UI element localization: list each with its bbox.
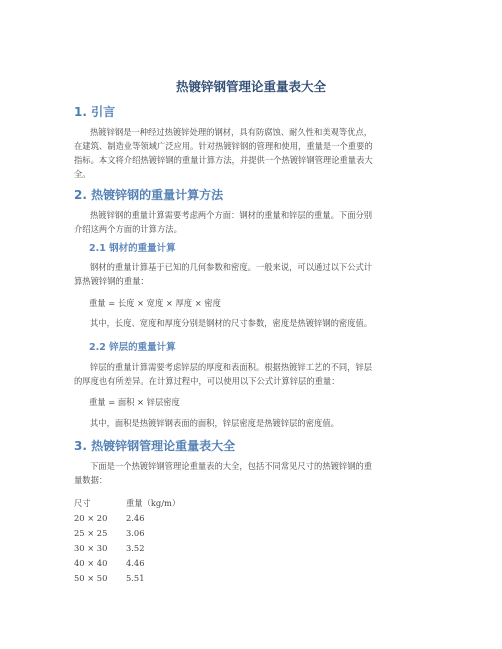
table-row: [74, 511, 180, 526]
steel-weight-formula: 重量 = 长度 × 宽度 × 厚度 × 密度: [89, 298, 221, 308]
subsection-2-2-heading: 2.2 锌层的重量计算: [89, 342, 176, 353]
paragraph-line: 全。: [74, 169, 91, 179]
paragraph-line: 钢材的重量计算基于已知的几何参数和密度。一般来说，可以通过以下公式计: [90, 262, 373, 272]
cell-size: 50 × 50: [74, 573, 108, 583]
table-row: [74, 556, 180, 571]
weight-table: [74, 496, 180, 586]
paragraph-line: 算热镀锌钢的重量：: [74, 276, 149, 286]
section-1-paragraph: [74, 125, 432, 181]
cell-size: 20 × 20: [74, 513, 108, 523]
zinc-weight-formula: 重量 = 面积 × 锌层密度: [89, 397, 180, 407]
paragraph-line: 其中，长度、宽度和厚度分别是钢材的尺寸参数，密度是热镀锌钢的密度值。: [90, 318, 373, 328]
paragraph-line: 热镀锌钢是一种经过热镀锌处理的钢材，具有防腐蚀、耐久性和美观等优点，: [90, 127, 373, 137]
subsection-2-1-paragraph: [74, 260, 432, 288]
section-2-paragraph: [74, 208, 432, 236]
subsection-2-2-paragraph: [74, 360, 432, 388]
cell-weight: 5.51: [126, 573, 145, 583]
header-size: 尺寸: [74, 498, 91, 508]
table-row: [74, 571, 180, 586]
paragraph-line: 介绍这两个方面的计算方法。: [74, 224, 182, 234]
paragraph-line: 其中，面积是热镀锌钢表面的面积，锌层密度是热镀锌层的密度值。: [90, 418, 339, 428]
table-header-row: [74, 496, 180, 511]
subsection-2-1-note: [74, 316, 432, 330]
cell-size: 30 × 30: [74, 543, 108, 553]
paragraph-line: 量数据：: [74, 475, 108, 485]
cell-size: 40 × 40: [74, 558, 108, 568]
table-row: [74, 541, 180, 556]
cell-size: 25 × 25: [74, 528, 108, 538]
subsection-2-1-heading: 2.1 钢材的重量计算: [89, 243, 176, 254]
section-3-paragraph: [74, 459, 432, 487]
paragraph-line: 下面是一个热镀锌钢管理论重量表的大全，包括不同常见尺寸的热镀锌钢的重: [90, 461, 373, 471]
document-title: 热镀锌钢管理论重量表大全: [175, 79, 326, 94]
section-2-heading: 2. 热镀锌钢的重量计算方法: [74, 188, 224, 202]
subsection-2-2-note: [74, 416, 432, 430]
paragraph-line: 锌层的重量计算需要考虑锌层的厚度和表面积。根据热镀锌工艺的不同，锌层: [90, 362, 373, 372]
table-row: [74, 526, 180, 541]
header-weight: 重量（kg/m）: [126, 498, 181, 508]
section-1-heading: 1. 引言: [74, 105, 116, 119]
section-3-heading: 3. 热镀锌钢管理论重量表大全: [74, 439, 236, 453]
paragraph-line: 的厚度也有所差异。在计算过程中，可以使用以下公式计算锌层的重量：: [74, 376, 340, 386]
paragraph-line: 指标。本文将介绍热镀锌钢的重量计算方法，并提供一个热镀锌钢管理论重量表大: [74, 155, 373, 165]
cell-weight: 4.46: [126, 558, 145, 568]
cell-weight: 2.46: [126, 513, 145, 523]
cell-weight: 3.06: [126, 528, 145, 538]
paragraph-line: 热镀锌钢的重量计算需要考虑两个方面：钢材的重量和锌层的重量。下面分别: [90, 210, 373, 220]
cell-weight: 3.52: [126, 543, 145, 553]
paragraph-line: 在建筑、制造业等领域广泛应用。针对热镀锌钢的管理和使用，重量是一个重要的: [74, 141, 373, 151]
